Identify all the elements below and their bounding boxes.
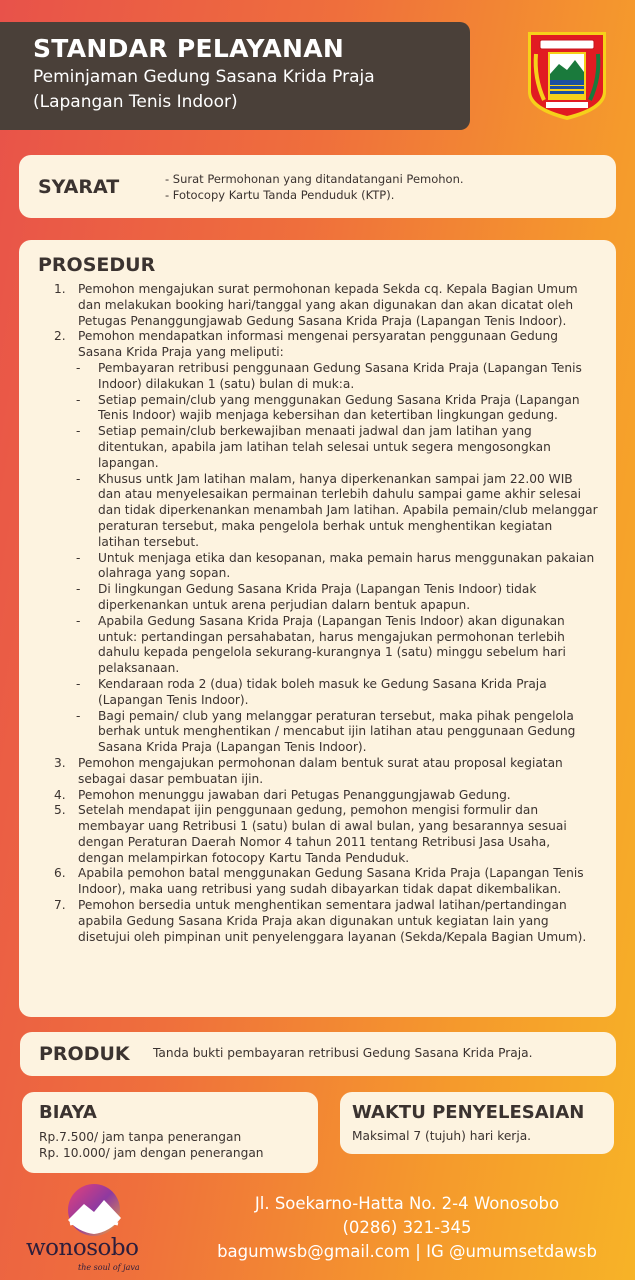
dash-bullet: - bbox=[76, 424, 81, 439]
prosedur-step bbox=[38, 788, 598, 804]
biaya-title: BIAYA bbox=[39, 1102, 97, 1123]
step-text: Pemohon mendapatkan informasi mengenai persyaratan penggunaan Gedung Sasana Krida Praja yang meliputi: bbox=[78, 329, 558, 360]
rule-text: Apabila Gedung Sasana Krida Praja (Lapangan Tenis Indoor) akan digunakan untuk: pertandingan persahabatan, harus mengajukan permohonan terlebih dahulu kepada pengelola sekurang-kurangnya 1 (satu) minggu sebelum hari pelaksanaan. bbox=[98, 613, 566, 676]
produk-text: Tanda bukti pembayaran retribusi Gedung Sasana Krida Praja. bbox=[153, 1046, 533, 1060]
prosedur-step bbox=[38, 329, 598, 756]
prosedur-card bbox=[19, 240, 616, 1017]
waktu-card bbox=[340, 1092, 614, 1154]
prosedur-step bbox=[38, 898, 598, 945]
prosedur-step bbox=[38, 282, 598, 329]
step-number: 6. bbox=[54, 866, 66, 881]
rule-text: Setiap pemain/club yang menggunakan Gedung Sasana Krida Praja (Lapangan Tenis Indoor) wajib menjaga kebersihan dan ketertiban lingkungan gedung. bbox=[98, 392, 580, 423]
produk-card bbox=[20, 1032, 616, 1076]
contact-address: Jl. Soekarno-Hatta No. 2-4 Wonosobo bbox=[254, 1194, 560, 1213]
step-text: Setelah mendapat ijin penggunaan gedung, pemohon mengisi formulir dan membayar uang Retribusi 1 (satu) bulan di awal bulan, yang besarannya sesuai dengan Peraturan Daerah Nomor 4 tahun 2011 tentang Retribusi Jasa Usaha, dengan melampirkan fotocopy Kartu Tanda Penduduk. bbox=[78, 803, 567, 865]
waktu-title: WAKTU PENYELESAIAN bbox=[352, 1102, 585, 1123]
step-text: Pemohon menunggu jawaban dari Petugas Penanggungjawab Gedung. bbox=[78, 787, 511, 802]
step-text: Pemohon mengajukan permohonan dalam bentuk surat atau proposal kegiatan sebagai dasar pembuatan ijin. bbox=[78, 755, 563, 786]
header-banner bbox=[0, 22, 470, 130]
logo-tagline: the soul of java bbox=[78, 1263, 140, 1272]
regency-crest-icon bbox=[526, 30, 608, 122]
rule-item bbox=[78, 709, 598, 756]
rule-item bbox=[78, 551, 598, 583]
contact-email-ig: bagumwsb@gmail.com | IG @umumsetdawsb bbox=[217, 1242, 597, 1261]
rule-text: Khusus untk Jam latihan malam, hanya diperkenankan sampai jam 22.00 WIB dan atau menyelesaikan permainan terlebih dahulu sampai game akhir selesai dan tidak diperkenankan menambah Jam latihan. Apabila pemain/club melanggar peraturan tersebut, maka pengelola berhak untuk menghentikan kegiatan latihan tersebut. bbox=[98, 471, 598, 549]
rule-text: Untuk menjaga etika dan kesopanan, maka pemain harus menggunakan pakaian olahraga yang sopan. bbox=[98, 550, 595, 581]
rule-text: Kendaraan roda 2 (dua) tidak boleh masuk ke Gedung Sasana Krida Praja (Lapangan Tenis Indoor). bbox=[98, 676, 547, 707]
page-title: STANDAR PELAYANAN bbox=[33, 34, 345, 63]
step-number: 5. bbox=[54, 803, 66, 818]
contact-info bbox=[197, 1192, 617, 1264]
prosedur-title: PROSEDUR bbox=[38, 254, 156, 276]
step-number: 1. bbox=[54, 282, 66, 296]
dash-bullet: - bbox=[76, 360, 81, 375]
step-text: Pemohon mengajukan surat permohonan kepada Sekda cq. Kepala Bagian Umum dan melakukan booking hari/tanggal yang akan digunakan dan akan dicatat oleh Petugas Penanggungjawab Gedung Sasana Krida Praja (Lapangan Tenis Indoor). bbox=[78, 282, 578, 328]
dash-bullet: - bbox=[76, 471, 81, 486]
rule-text: Di lingkungan Gedung Sasana Krida Praja (Lapangan Tenis Indoor) tidak diperkenankan untuk arena perjudian dalarn bentuk apapun. bbox=[98, 582, 537, 612]
biaya-lines bbox=[39, 1129, 264, 1161]
dash-bullet: - bbox=[76, 582, 81, 597]
prosedur-step bbox=[38, 803, 598, 866]
biaya-line: Rp. 10.000/ jam dengan penerangan bbox=[39, 1146, 264, 1160]
syarat-item: - Fotocopy Kartu Tanda Penduduk (KTP). bbox=[165, 188, 395, 202]
subtitle-line-1: Peminjaman Gedung Sasana Krida Praja bbox=[33, 67, 375, 87]
rule-item bbox=[78, 472, 598, 551]
rule-item bbox=[78, 677, 598, 709]
waktu-text: Maksimal 7 (tujuh) hari kerja. bbox=[352, 1129, 532, 1143]
dash-bullet: - bbox=[76, 613, 81, 628]
prosedur-steps bbox=[38, 282, 598, 945]
rules-list bbox=[78, 361, 598, 756]
rule-text: Bagi pemain/ club yang melanggar peraturan tersebut, maka pihak pengelola berhak untuk menghentikan / mencabut ijin latihan atau penggunaan Gedung Sasana Krida Praja (Lapangan Tenis Indoor). bbox=[98, 708, 576, 755]
rule-item bbox=[78, 582, 598, 614]
wonosobo-logo bbox=[22, 1180, 167, 1276]
step-text: Pemohon bersedia untuk menghentikan sementara jadwal latihan/pertandingan apabila Gedung Sasana Krida Praja akan digunakan untuk kegiatan lain yang disetujui oleh pimpinan unit penyelenggara layanan (Sekda/Kepala Bagian Umum). bbox=[78, 898, 587, 944]
rule-item bbox=[78, 424, 598, 471]
syarat-list bbox=[165, 171, 464, 203]
step-number: 4. bbox=[54, 787, 66, 802]
dash-bullet: - bbox=[76, 392, 81, 407]
step-text: Apabila pemohon batal menggunakan Gedung Sasana Krida Praja (Lapangan Tenis Indoor), maka uang retribusi yang sudah dibayarkan tidak dapat dikembalikan. bbox=[78, 866, 584, 897]
prosedur-step bbox=[38, 756, 598, 788]
step-number: 2. bbox=[54, 329, 66, 344]
rule-text: Pembayaran retribusi penggunaan Gedung Sasana Krida Praja (Lapangan Tenis Indoor) dilakukan 1 (satu) bulan di muk:a. bbox=[98, 360, 582, 391]
rule-item bbox=[78, 361, 598, 393]
produk-title: PRODUK bbox=[39, 1043, 130, 1065]
rule-text: Setiap pemain/club berkewajiban menaati jadwal dan jam latihan yang ditentukan, apabila jam latihan telah selesai untuk segera mengosongkan lapangan. bbox=[98, 424, 551, 470]
contact-phone: (0286) 321-345 bbox=[342, 1218, 472, 1237]
dash-bullet: - bbox=[76, 550, 81, 565]
step-number: 3. bbox=[54, 755, 66, 770]
syarat-item: - Surat Permohonan yang ditandatangani Pemohon. bbox=[165, 172, 464, 186]
subtitle-line-2: (Lapangan Tenis Indoor) bbox=[33, 92, 238, 112]
wonosobo-mountain-logo-icon bbox=[22, 1180, 167, 1240]
dash-bullet: - bbox=[76, 708, 81, 723]
biaya-line: Rp.7.500/ jam tanpa penerangan bbox=[39, 1130, 242, 1144]
prosedur-step bbox=[38, 866, 598, 898]
logo-wordmark: wonosobo bbox=[26, 1235, 139, 1261]
rule-item bbox=[78, 614, 598, 677]
syarat-title: SYARAT bbox=[38, 176, 120, 198]
syarat-card bbox=[19, 155, 616, 218]
rule-item bbox=[78, 393, 598, 425]
dash-bullet: - bbox=[76, 676, 81, 691]
step-number: 7. bbox=[54, 898, 66, 913]
biaya-card bbox=[22, 1092, 318, 1173]
